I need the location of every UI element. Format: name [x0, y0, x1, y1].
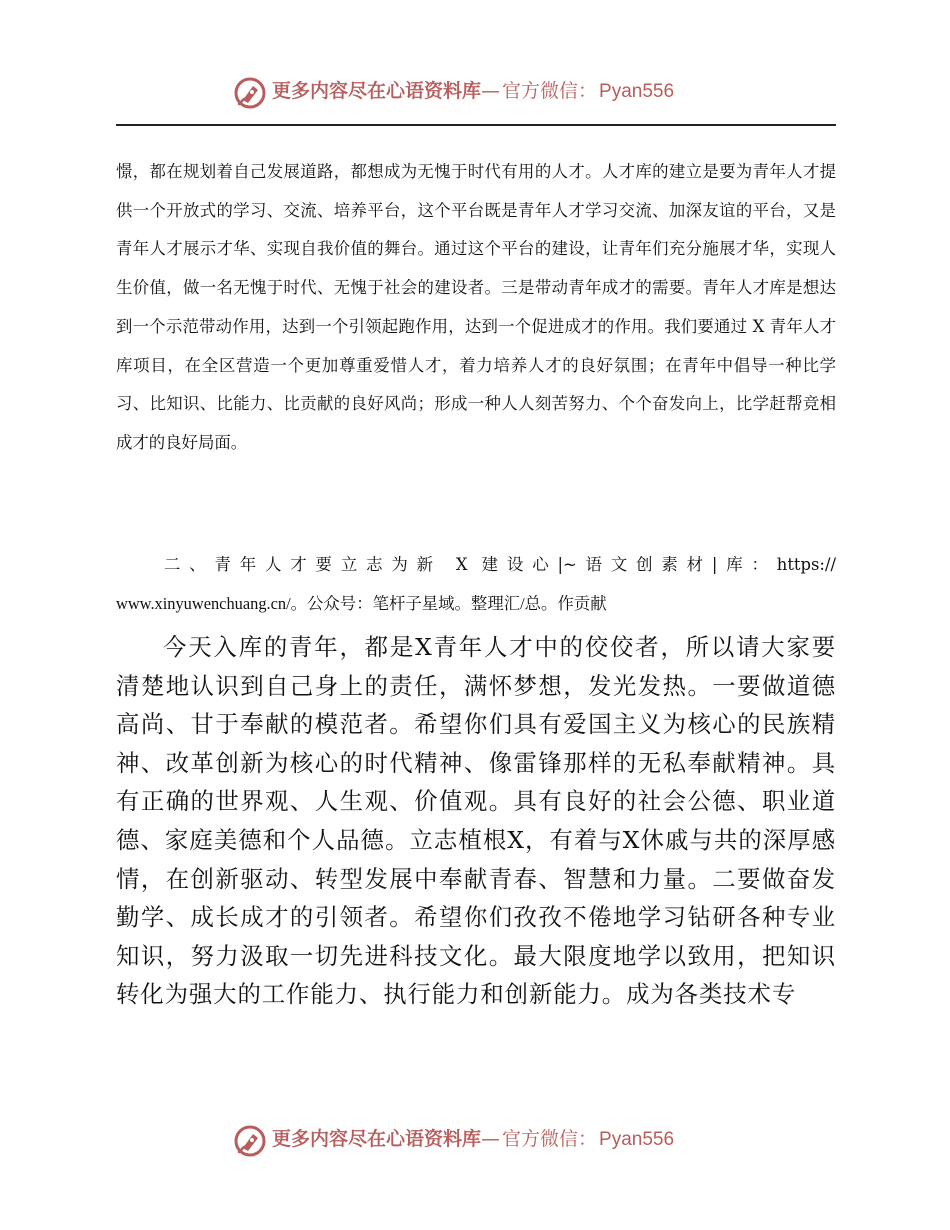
section-heading-line-1: 二、青年人才要立志为新 X 建设心|~语文创素材|库：https:// — [164, 555, 836, 574]
watermark-wechat-label: 官方微信： — [502, 1128, 598, 1150]
watermark-main-text: 更多内容尽在心语资料库 — [272, 80, 482, 102]
watermark-wechat-id: Pyan556 — [599, 81, 675, 102]
footer-watermark — [0, 1120, 950, 1160]
header-watermark — [0, 72, 950, 112]
watermark-main-text: 更多内容尽在心语资料库 — [272, 1128, 482, 1150]
watermark-text — [272, 1124, 674, 1155]
pen-nib-icon — [233, 76, 267, 110]
paragraph-large: 今天入库的青年，都是X青年人才中的佼佼者，所以请大家要清楚地认识到自己身上的责任，满怀梦想，发光发热。一要做道德高尚、甘于奉献的模范者。希望你们具有爱国主义为核心的民族精神、改革创新为核心的时代精神、像雷锋那样的无私奉献精神。具有正确的世界观、人生观、价值观。具有良好的社会公德、职业道德、家庭美德和个人品德。立志植根X，有着与X休戚与共的深厚感情，在创新驱动、转型发展中奉献青春、智慧和力量。二要做奋发勤学、成长成才的引领者。希望你们孜孜不倦地学习钻研各种专业知识，努力汲取一切先进科技文化。最大限度地学以致用，把知识转化为强大的工作能力、执行能力和创新能力。成为各类技术专 — [116, 633, 836, 1009]
watermark-wechat-label: 官方微信： — [502, 80, 598, 102]
watermark-dash: — — [481, 80, 501, 102]
section-heading-line-2: www.xinyuwenchuang.cn/。公众号：笔杆子星域。整理汇/总。作贡献 — [116, 593, 607, 613]
section-heading — [116, 546, 836, 623]
watermark-text — [272, 76, 674, 107]
watermark-wechat-id: Pyan556 — [599, 1129, 675, 1150]
pen-nib-icon — [233, 1124, 267, 1158]
paragraph-continuation: 憬，都在规划着自己发展道路，都想成为无愧于时代有用的人才。人才库的建立是要为青年人才提供一个开放式的学习、交流、培养平台，这个平台既是青年人才学习交流、加深友谊的平台，又是青年人才展示才华、实现自我价值的舞台。通过这个平台的建设，让青年们充分施展才华，实现人生价值，做一名无愧于时代、无愧于社会的建设者。三是带动青年成才的需要。青年人才库是想达到一个示范带动作用，达到一个引领起跑作用，达到一个促进成才的作用。我们要通过 X 青年人才库项目，在全区营造一个更加尊重爱惜人才，着力培养人才的良好氛围；在青年中倡导一种比学习、比知识、比能力、比贡献的良好风尚；形成一种人人刻苦努力、个个奋发向上，比学赶帮竞相成才的良好局面。 — [116, 162, 836, 452]
header-divider — [116, 124, 836, 126]
watermark-dash: — — [481, 1128, 501, 1150]
